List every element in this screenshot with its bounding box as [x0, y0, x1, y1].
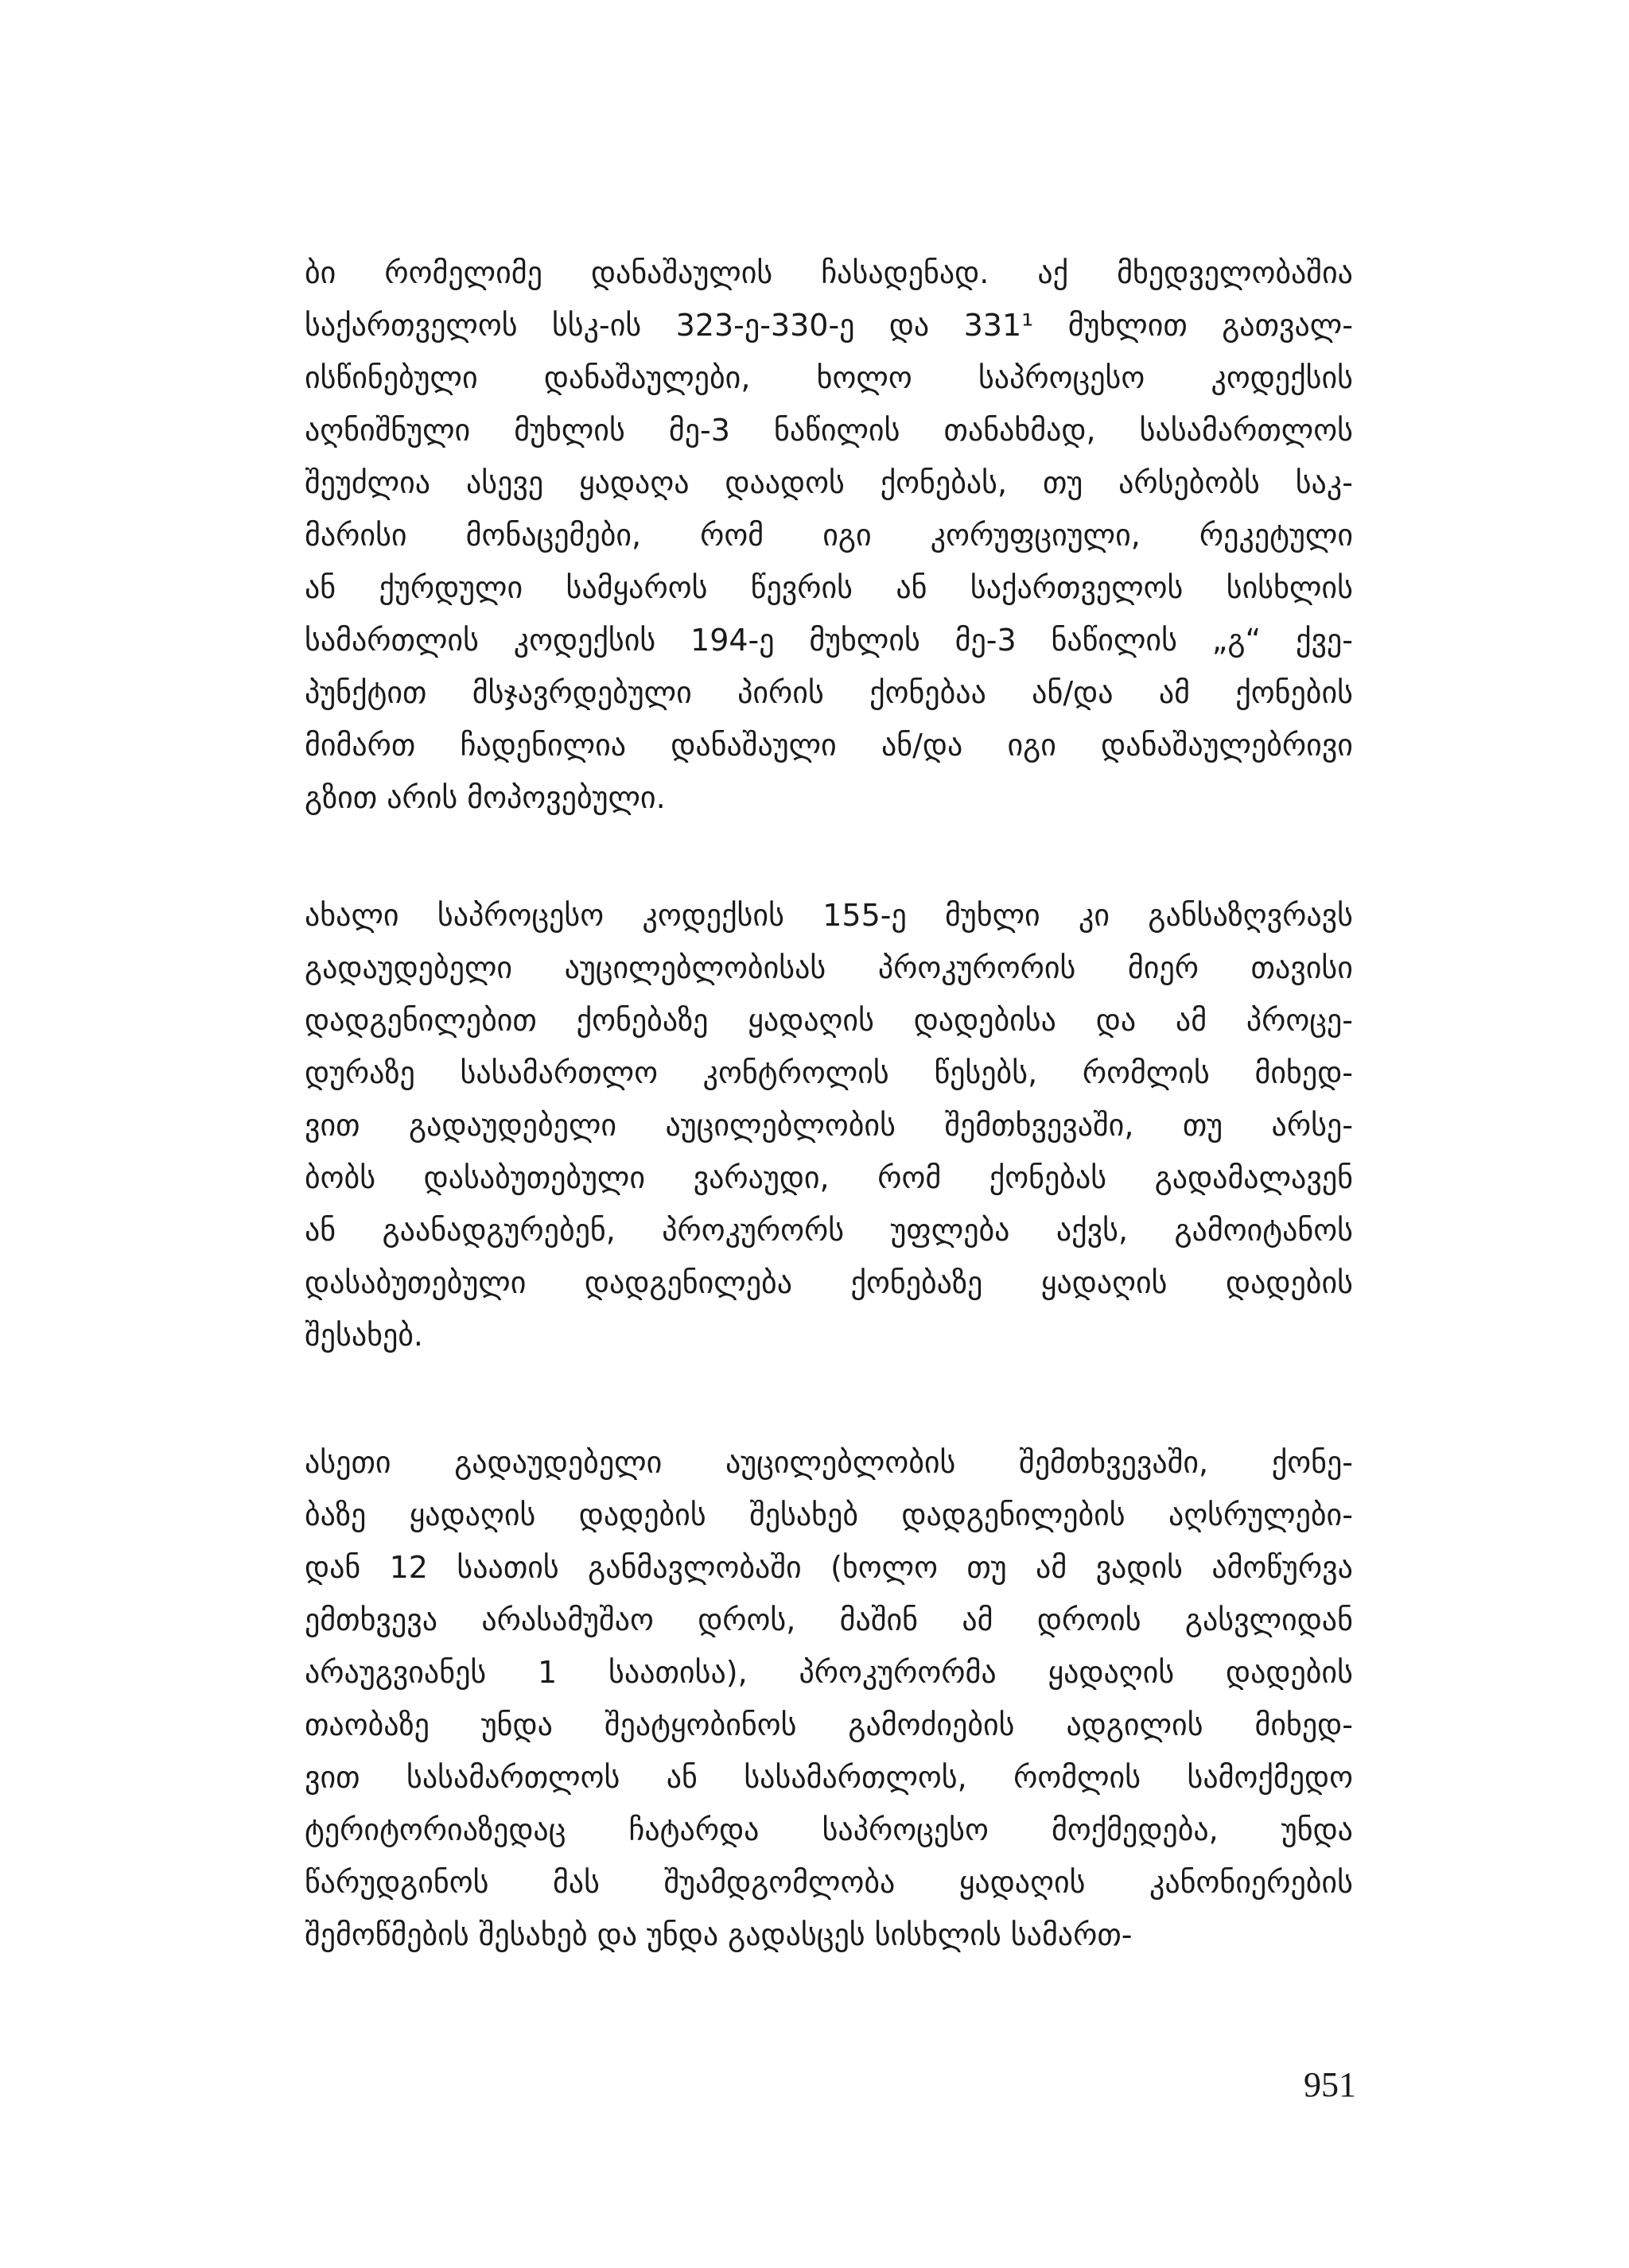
- word: კორუფციული,: [930, 518, 1141, 553]
- word: მარისი: [305, 518, 407, 553]
- word: ახალი: [305, 898, 399, 933]
- word: თუ: [966, 1550, 1007, 1585]
- word: ამ: [962, 1602, 993, 1637]
- word: 1: [538, 1655, 558, 1690]
- word: სასამართლოს,: [744, 1760, 967, 1795]
- word: 331¹: [963, 308, 1034, 343]
- text-line: [305, 1309, 1353, 1361]
- word: გათვალ-: [1222, 308, 1353, 343]
- word: 155-ე: [822, 898, 907, 933]
- text-line: [305, 1541, 1353, 1594]
- word: გადაუდებელი: [409, 1108, 617, 1143]
- word: შემთხვევაში,: [1019, 1445, 1209, 1480]
- word: ტერიტორიაზედაც: [305, 1812, 566, 1847]
- word: მე-3: [668, 413, 730, 448]
- word: აქვს,: [1056, 1213, 1129, 1248]
- word: აუცილებლობის: [665, 1108, 896, 1143]
- word: ქვე-: [1295, 623, 1353, 658]
- paragraph-3: [305, 1436, 1353, 1961]
- word: ქონებას: [989, 1160, 1107, 1195]
- word: რეკეტული: [1199, 518, 1353, 553]
- word: აქ: [1037, 255, 1069, 290]
- word: კოდექსის: [1211, 360, 1353, 395]
- word: სასამართლოს: [1139, 413, 1353, 448]
- word: ჩადენილია: [460, 728, 627, 763]
- word: შემთხვევაში,: [944, 1108, 1134, 1143]
- text-line: [305, 666, 1353, 719]
- word: ქურდული: [379, 570, 523, 605]
- word: წარუდგინოს: [305, 1865, 489, 1900]
- word: მუხლის: [514, 413, 625, 448]
- text-line: [305, 1594, 1353, 1646]
- word: 323-ე-330-ე: [675, 308, 855, 343]
- word: 12: [389, 1550, 428, 1585]
- text-line: [305, 1489, 1353, 1541]
- text-line: [305, 942, 1353, 994]
- word: მაშინ: [839, 1602, 919, 1637]
- word: კოდექსის: [513, 623, 656, 658]
- word: რომელიმე: [384, 255, 542, 290]
- word: ქონებაზე: [850, 1265, 983, 1300]
- word: ამ: [1175, 1003, 1207, 1038]
- word: ვარაუდი,: [693, 1160, 830, 1195]
- word: უნდა: [1281, 1812, 1353, 1847]
- word: ბი: [305, 255, 336, 290]
- word: მოპოვებული.: [467, 780, 666, 815]
- text-line: [305, 1751, 1353, 1804]
- word: დასაბუთებული: [305, 1265, 527, 1300]
- word: დადგენილების: [901, 1497, 1126, 1532]
- text-line: [305, 1699, 1353, 1751]
- text-line: [305, 1646, 1353, 1699]
- word: განმავლობაში: [588, 1550, 802, 1585]
- word: არის: [387, 780, 458, 815]
- word: რომ: [700, 518, 764, 553]
- word: ბობს: [305, 1160, 376, 1195]
- word: ყადაღა: [579, 465, 690, 500]
- word: შეუძლია: [305, 465, 431, 500]
- word: პროკურორის: [877, 950, 1076, 985]
- word: ვით: [305, 1760, 360, 1795]
- word: აუცილებლობის: [725, 1445, 956, 1480]
- word: ნაწილის: [1051, 623, 1177, 658]
- text-line: [305, 1204, 1353, 1256]
- word: ისწინებული: [305, 360, 478, 395]
- word: კი: [1079, 898, 1110, 933]
- word: გადაუდებელი: [305, 950, 513, 985]
- word: დროის: [1036, 1602, 1141, 1637]
- word: და: [597, 1917, 638, 1952]
- text-line: [305, 456, 1353, 509]
- word: დადგენილებით: [305, 1003, 537, 1038]
- text-line: [305, 247, 1353, 299]
- word: (ხოლო: [830, 1550, 938, 1585]
- text-line: [305, 404, 1353, 456]
- word: განსაზღვრავს: [1148, 898, 1353, 933]
- word: სამოქმედო: [1187, 1760, 1353, 1795]
- word: საპროცესო: [437, 898, 605, 933]
- word: ქონებაზე: [576, 1003, 709, 1038]
- word: აუცილებლობისას: [564, 950, 826, 985]
- word: პირის: [737, 675, 824, 710]
- text-line: [305, 509, 1353, 561]
- word: საათის: [457, 1550, 559, 1585]
- word: წესებს,: [934, 1055, 1038, 1090]
- word: რომ: [877, 1160, 942, 1195]
- word: გამოიტანოს: [1174, 1213, 1353, 1248]
- text-line: [305, 614, 1353, 666]
- word: იგი: [822, 518, 872, 553]
- text-line: [305, 1804, 1353, 1856]
- word: ჩასადენად.: [821, 255, 989, 290]
- word: დადგენილება: [584, 1265, 792, 1300]
- word: დასაბუთებული: [423, 1160, 646, 1195]
- word: პროცე-: [1246, 1003, 1353, 1038]
- word: დან: [305, 1550, 361, 1585]
- paragraph-1: [305, 247, 1353, 824]
- word: მე-3: [954, 623, 1017, 658]
- word: სამართ-: [1010, 1917, 1133, 1952]
- word: საპროცესო: [978, 360, 1145, 395]
- word: „გ“: [1211, 623, 1262, 658]
- word: გზით: [305, 780, 378, 815]
- word: თუ: [1042, 465, 1083, 500]
- word: ან: [305, 570, 336, 605]
- word: დანაშაულებრივი: [1101, 728, 1353, 763]
- word: სამყაროს: [566, 570, 708, 605]
- word: დროს,: [698, 1602, 796, 1637]
- word: აღსრულები-: [1168, 1497, 1353, 1532]
- word: რომლის: [1082, 1055, 1210, 1090]
- word: უნდა: [647, 1917, 719, 1952]
- text-line: [305, 1256, 1353, 1309]
- text-line: [305, 299, 1353, 351]
- word: იგი: [1007, 728, 1056, 763]
- word: ან: [666, 1760, 698, 1795]
- word: მას: [552, 1865, 600, 1900]
- word: წევრის: [750, 570, 853, 605]
- word: დადებისა: [913, 1003, 1056, 1038]
- text-line: [305, 1436, 1353, 1489]
- word: პროკურორმა: [799, 1655, 997, 1690]
- word: გადასცეს: [728, 1917, 865, 1952]
- word: ქონებას,: [880, 465, 1008, 500]
- word: ვადის: [1095, 1550, 1183, 1585]
- word: პუნქტით: [305, 675, 427, 710]
- word: ყადაღის: [1040, 1265, 1168, 1300]
- word: გასვლიდან: [1184, 1602, 1353, 1637]
- word: დურაზე: [305, 1055, 415, 1090]
- word: ჩატარდა: [628, 1812, 760, 1847]
- text-line: [305, 994, 1353, 1047]
- word: დადების: [578, 1497, 706, 1532]
- word: ბაზე: [305, 1497, 367, 1532]
- word: ამოწურვა: [1211, 1550, 1353, 1585]
- word: ქონების: [1235, 675, 1353, 710]
- word: არაუგვიანეს: [305, 1655, 487, 1690]
- word: ყადაღის: [748, 1003, 874, 1038]
- text-line: [305, 1151, 1353, 1204]
- word: ან: [896, 570, 927, 605]
- word: შესახებ: [749, 1497, 858, 1532]
- word: მუხლის: [809, 623, 920, 658]
- word: თაობაზე: [305, 1707, 430, 1742]
- word: მუხლი: [945, 898, 1040, 933]
- word: დაადოს: [725, 465, 845, 500]
- word: მიხედ-: [1254, 1055, 1353, 1090]
- word: ხოლო: [816, 360, 912, 395]
- word: არსებობს: [1118, 465, 1260, 500]
- word: თავისი: [1250, 950, 1353, 985]
- word: მუხლით: [1067, 308, 1188, 343]
- word: აღნიშნული: [305, 413, 471, 448]
- word: მოქმედება,: [1051, 1812, 1219, 1847]
- word: არსე-: [1271, 1108, 1353, 1143]
- word: ან: [305, 1213, 336, 1248]
- word: რომლის: [1013, 1760, 1141, 1795]
- text-line: [305, 719, 1353, 771]
- word: შესახებ: [478, 1917, 588, 1952]
- word: ადგილის: [1066, 1707, 1203, 1742]
- word: მხედველობაშია: [1117, 255, 1353, 290]
- word: დადების: [1226, 1265, 1353, 1300]
- word: სასამართლოს: [406, 1760, 620, 1795]
- paragraph-2: [305, 889, 1353, 1361]
- word: ან/და: [881, 728, 963, 763]
- word: ყადაღის: [409, 1497, 536, 1532]
- word: დანაშაულის: [590, 255, 773, 290]
- word: თანახმად,: [943, 413, 1096, 448]
- word: გადაუდებელი: [454, 1445, 663, 1480]
- word: ყადაღის: [958, 1865, 1086, 1900]
- word: სისხლის: [1226, 570, 1353, 605]
- word: არასამუშაო: [481, 1602, 654, 1637]
- text-line: [305, 1047, 1353, 1099]
- word: საქართველოს: [970, 570, 1184, 605]
- word: ამ: [1158, 675, 1190, 710]
- word: საპროცესო: [822, 1812, 989, 1847]
- word: საქართველოს: [305, 308, 518, 343]
- word: საკ-: [1295, 465, 1353, 500]
- word: თუ: [1182, 1108, 1223, 1143]
- word: ვით: [305, 1108, 360, 1143]
- word: კანონიერების: [1149, 1865, 1353, 1900]
- word: სსკ-ის: [551, 308, 642, 343]
- word: საათისა),: [608, 1655, 748, 1690]
- word: დადების: [1226, 1655, 1353, 1690]
- word: ნაწილის: [774, 413, 900, 448]
- word: შესახებ.: [305, 1318, 424, 1353]
- word: გამოძიების: [848, 1707, 1015, 1742]
- word: სამართლის: [305, 623, 479, 658]
- page-number: 951: [1304, 2065, 1356, 2104]
- word: კოდექსის: [642, 898, 784, 933]
- word: მიხედ-: [1254, 1707, 1353, 1742]
- word: უნდა: [480, 1707, 553, 1742]
- word: ყადაღის: [1048, 1655, 1175, 1690]
- word: დანაშაული: [671, 728, 837, 763]
- word: ასევე: [465, 465, 544, 500]
- word: ქონებაა: [869, 675, 986, 710]
- text-line: [305, 1856, 1353, 1909]
- word: ან/და: [1032, 675, 1114, 710]
- word: ქონე-: [1271, 1445, 1353, 1480]
- text-line: [305, 561, 1353, 614]
- text-line: [305, 1909, 1353, 1961]
- word: მიმართ: [305, 728, 416, 763]
- word: შემოწმების: [305, 1917, 469, 1952]
- word: შეატყობინოს: [604, 1707, 797, 1742]
- word: გაანადგურებენ,: [382, 1213, 616, 1248]
- word: ასეთი: [305, 1445, 391, 1480]
- word: და: [888, 308, 930, 343]
- word: ამ: [1036, 1550, 1067, 1585]
- word: უფლება: [890, 1213, 1010, 1248]
- word: პროკურორს: [662, 1213, 845, 1248]
- word: ემთხვევა: [305, 1602, 437, 1637]
- text-line: [305, 1099, 1353, 1151]
- text-line: [305, 889, 1353, 942]
- text-line: [305, 771, 1353, 824]
- word: სასამართლო: [460, 1055, 658, 1090]
- word: კონტროლის: [702, 1055, 889, 1090]
- word: დანაშაულები,: [543, 360, 751, 395]
- word: 194-ე: [690, 623, 775, 658]
- word: სისხლის: [874, 1917, 1001, 1952]
- word: მიერ: [1127, 950, 1199, 985]
- word: შუამდგომლობა: [663, 1865, 896, 1900]
- word: მსჯავრდებული: [472, 675, 692, 710]
- text-line: [305, 351, 1353, 404]
- word: მონაცემები,: [465, 518, 642, 553]
- word: გადამალავენ: [1154, 1160, 1353, 1195]
- word: და: [1095, 1003, 1137, 1038]
